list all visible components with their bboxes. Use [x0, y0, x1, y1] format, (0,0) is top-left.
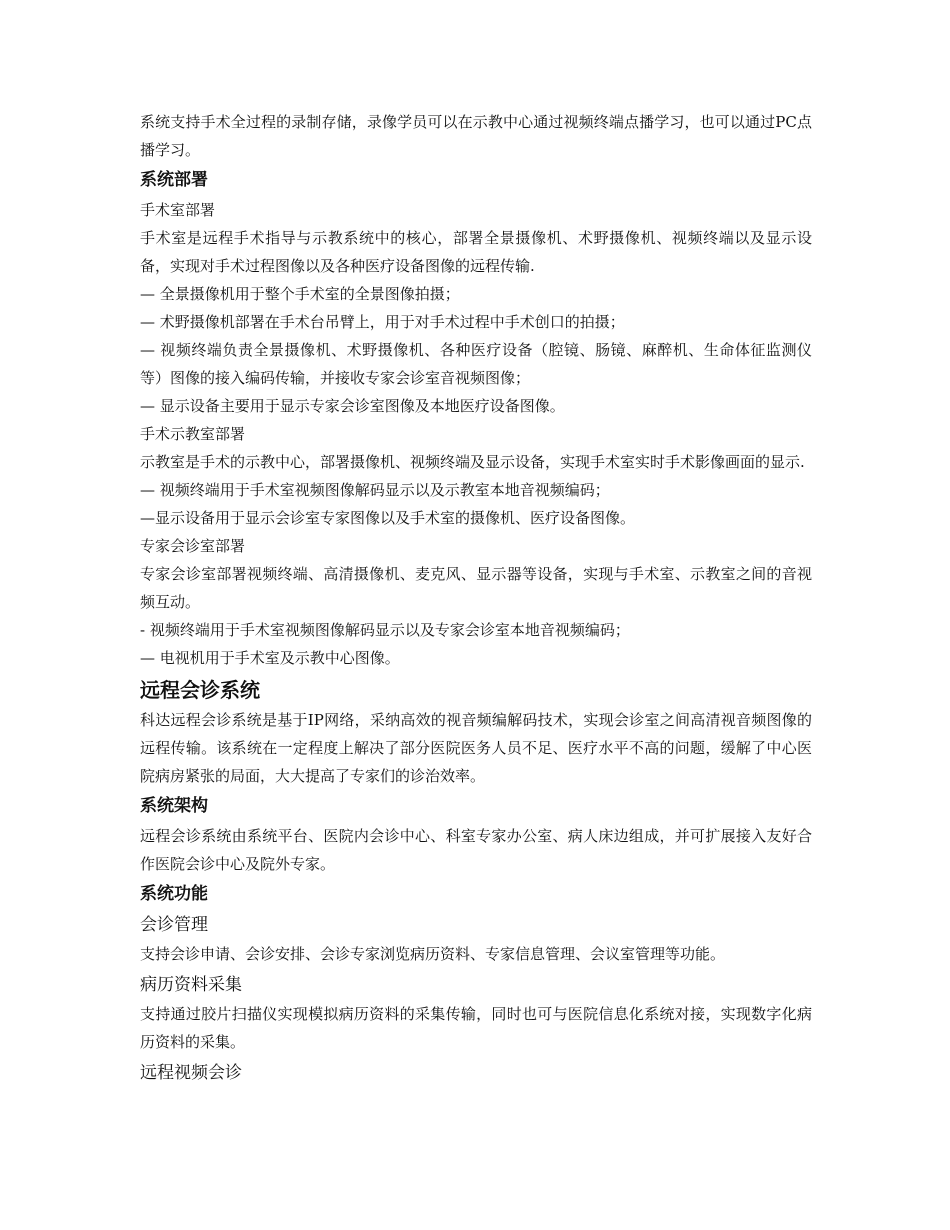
section-heading-func: 系统功能: [140, 884, 208, 904]
list-item: — 视频终端用于手术室视频图像解码显示以及示教室本地音视频编码；: [140, 481, 610, 499]
subheading-expert-deploy: 专家会诊室部署: [140, 537, 246, 555]
subheading-record-collect: 病历资料采集: [140, 975, 242, 995]
or-deploy-desc: 手术室是远程手术指导与示教系统中的核心，部署全景摄像机、术野摄像机、视频终端以及显示设备，实现对手术过程图像以及各种医疗设备图像的远程传输.: [140, 229, 812, 275]
consult-desc: 科达远程会诊系统是基于IP网络，采纳高效的视音频编解码技术，实现会诊室之间高清视音频图像的远程传输。该系统在一定程度上解决了部分医院医务人员不足、医疗水平不高的问题，缓解了中心医院病房紧张的局面，大大提高了专家们的诊治效率。: [140, 711, 812, 785]
record-collect-desc: 支持通过胶片扫描仪实现模拟病历资料的采集传输，同时也可与医院信息化系统对接，实现数字化病历资料的采集。: [140, 1005, 812, 1051]
list-item: — 视频终端负责全景摄像机、术野摄像机、各种医疗设备（腔镜、肠镜、麻醉机、生命体征监测仪等）图像的接入编码传输，并接收专家会诊室音视频图像；: [140, 341, 812, 387]
intro-paragraph: 系统支持手术全过程的录制存储，录像学员可以在示教中心通过视频终端点播学习，也可以通过PC点播学习。: [140, 113, 812, 159]
subheading-or-deploy: 手术室部署: [140, 201, 216, 219]
list-item: — 术野摄像机部署在手术台吊臂上，用于对手术过程中手术创口的拍摄；: [140, 313, 625, 331]
arch-desc: 远程会诊系统由系统平台、医院内会诊中心、科室专家办公室、病人床边组成，并可扩展接入友好合作医院会诊中心及院外专家。: [140, 827, 812, 873]
section-title-consult: 远程会诊系统: [140, 678, 260, 702]
list-item: — 电视机用于手术室及示教中心图像。: [140, 649, 400, 667]
document-body: [140, 108, 812, 1088]
list-item: — 全景摄像机用于整个手术室的全景图像拍摄；: [140, 285, 460, 303]
expert-deploy-desc: 专家会诊室部署视频终端、高清摄像机、麦克风、显示器等设备，实现与手术室、示教室之间的音视频互动。: [140, 565, 812, 611]
subheading-consult-mgmt: 会诊管理: [140, 915, 208, 935]
subheading-remote-video: 远程视频会诊: [140, 1063, 242, 1083]
subheading-teach-deploy: 手术示教室部署: [140, 425, 246, 443]
section-heading-deploy: 系统部署: [140, 170, 208, 190]
list-item: — 显示设备主要用于显示专家会诊室图像及本地医疗设备图像。: [140, 397, 565, 415]
list-item: —显示设备用于显示会诊室专家图像以及手术室的摄像机、医疗设备图像。: [140, 509, 636, 527]
list-item: - 视频终端用于手术室视频图像解码显示以及专家会诊室本地音视频编码；: [140, 621, 630, 639]
consult-mgmt-desc: 支持会诊申请、会诊安排、会诊专家浏览病历资料、专家信息管理、会议室管理等功能。: [140, 945, 726, 963]
section-heading-arch: 系统架构: [140, 796, 208, 816]
teach-deploy-desc: 示教室是手术的示教中心，部署摄像机、视频终端及显示设备，实现手术室实时手术影像画面的显示.: [140, 453, 805, 471]
